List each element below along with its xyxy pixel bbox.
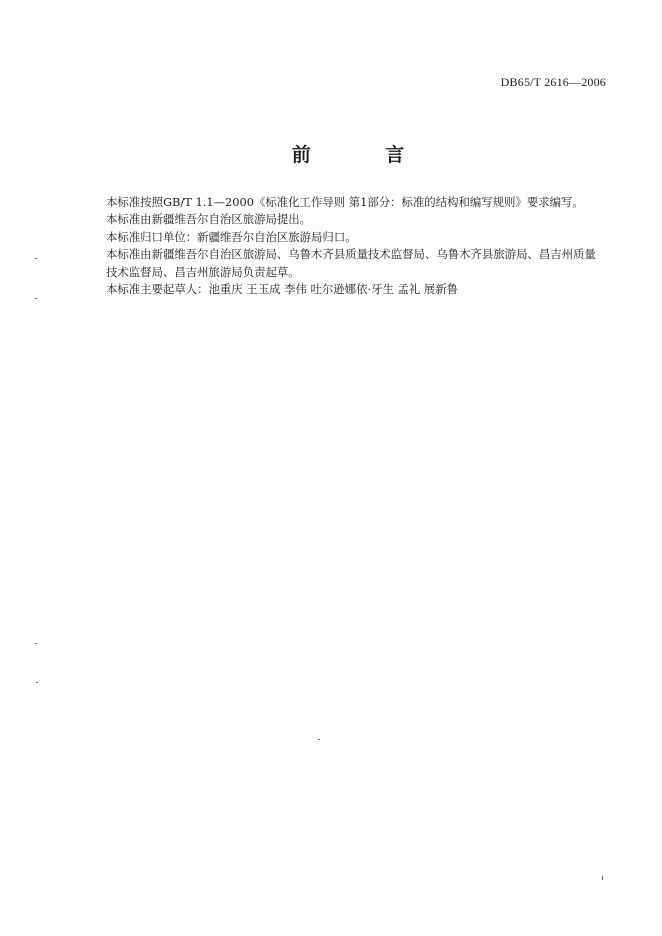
scan-speck	[318, 739, 320, 740]
foreword-body	[106, 194, 606, 298]
paragraph-drafting-units: 本标准由新疆维吾尔自治区旅游局、乌鲁木齐县质量技术监督局、乌鲁木齐县旅游局、昌吉州质量技术监督局、昌吉州旅游局负责起草。	[106, 247, 596, 279]
paragraph-standard-basis: 本标准按照GB/T 1.1—2000《标准化工作导则 第1部分：标准的结构和编写规则》要求编写。	[106, 195, 584, 209]
page-title: 前 言	[291, 144, 439, 166]
paragraph-responsible-unit: 本标准归口单位：新疆维吾尔自治区旅游局归口。	[106, 229, 357, 244]
scan-speck	[35, 298, 37, 299]
paragraph-drafters: 本标准主要起草人：池重庆 王玉成 李伟 吐尔逊娜依·牙生 孟礼 展新鲁	[106, 282, 459, 297]
standard-code: DB65/T 2616—2006	[500, 75, 606, 89]
scan-speck	[36, 682, 38, 683]
scan-speck	[35, 643, 37, 644]
paragraph-proposer: 本标准由新疆维吾尔自治区旅游局提出。	[106, 212, 312, 227]
scan-speck	[35, 258, 37, 259]
scan-speck	[602, 876, 603, 880]
